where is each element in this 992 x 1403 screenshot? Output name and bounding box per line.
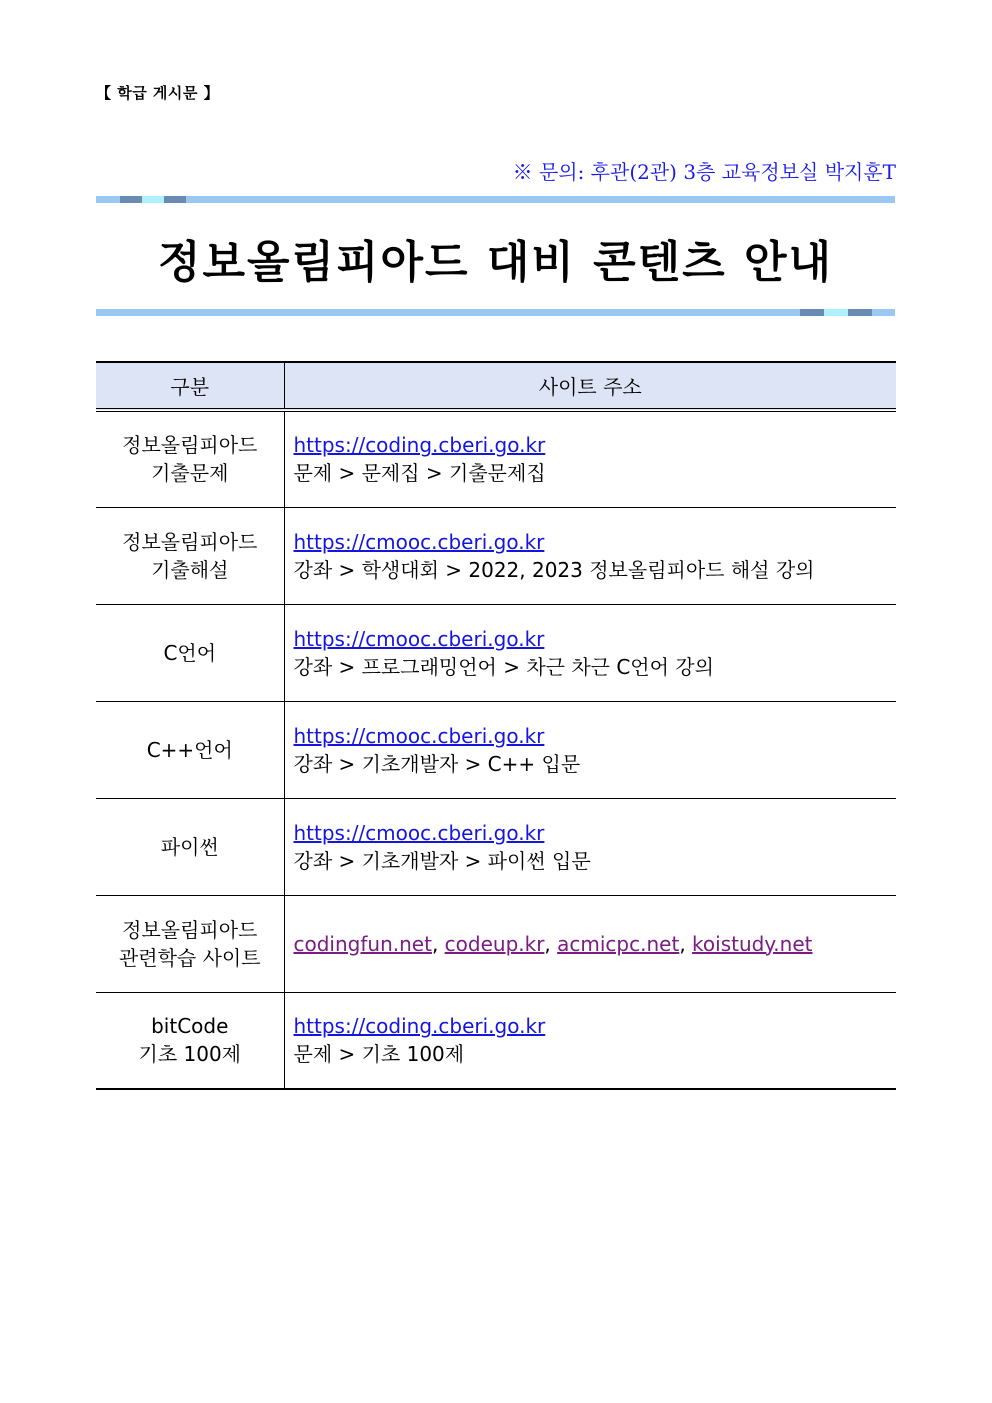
study-site-link[interactable]: koistudy.net <box>692 931 813 956</box>
band-segment <box>164 196 186 203</box>
site-url-link[interactable]: https://cmooc.cberi.go.kr <box>293 820 545 845</box>
category-line: 정보올림피아드 <box>122 529 258 554</box>
category-line: 기출문제 <box>151 461 229 486</box>
table-row <box>96 604 896 701</box>
menu-path: 강좌 > 프로그래밍언어 > 차근 차근 C언어 강의 <box>293 654 714 679</box>
site-url-link[interactable]: https://coding.cberi.go.kr <box>293 1014 546 1039</box>
category-cell <box>96 992 284 1089</box>
site-url-link[interactable]: https://cmooc.cberi.go.kr <box>293 626 545 651</box>
category-line: C언어 <box>163 640 217 665</box>
site-cell <box>284 895 896 992</box>
site-url-link[interactable]: https://cmooc.cberi.go.kr <box>293 723 545 748</box>
table-row <box>96 410 896 507</box>
contact-info: ※ 문의: 후관(2관) 3층 교육정보실 박지훈T <box>512 160 896 184</box>
table-row <box>96 701 896 798</box>
site-cell <box>284 992 896 1089</box>
category-cell <box>96 604 284 701</box>
category-cell <box>96 798 284 895</box>
bulletin-tag: 【 학급 게시문 】 <box>96 84 220 102</box>
category-line: bitCode <box>151 1014 229 1039</box>
table-header-row <box>96 362 896 410</box>
menu-path: 강좌 > 기초개발자 > 파이썬 입문 <box>293 848 591 873</box>
link-separator: , <box>431 931 445 956</box>
table-row <box>96 992 896 1089</box>
site-url-link[interactable]: https://coding.cberi.go.kr <box>293 433 546 458</box>
link-separator: , <box>544 931 558 956</box>
top-decor-band <box>96 196 895 203</box>
header-category: 구분 <box>96 362 284 410</box>
study-site-link[interactable]: acmicpc.net <box>557 931 680 956</box>
content-table <box>96 361 896 1090</box>
table-row <box>96 507 896 604</box>
category-line: 기초 100제 <box>138 1042 241 1067</box>
band-segment <box>120 196 142 203</box>
link-separator: , <box>679 931 693 956</box>
category-line: 정보올림피아드 <box>122 433 258 458</box>
category-line: 파이썬 <box>160 834 219 859</box>
table-row <box>96 895 896 992</box>
menu-path: 강좌 > 기초개발자 > C++ 입문 <box>293 751 581 776</box>
band-segment <box>824 309 848 316</box>
category-cell <box>96 895 284 992</box>
menu-path: 문제 > 기초 100제 <box>293 1042 465 1067</box>
category-cell <box>96 410 284 507</box>
category-cell <box>96 507 284 604</box>
category-line: 관련학습 사이트 <box>118 945 261 970</box>
site-cell <box>284 701 896 798</box>
page-title: 정보올림피아드 대비 콘텐츠 안내 <box>157 237 833 288</box>
site-cell <box>284 798 896 895</box>
bottom-decor-band <box>96 309 895 316</box>
category-line: C++언어 <box>146 737 233 762</box>
band-segment <box>800 309 824 316</box>
table-row <box>96 798 896 895</box>
category-line: 기출해설 <box>151 557 229 582</box>
study-site-link[interactable]: codeup.kr <box>444 931 545 956</box>
band-segment <box>142 196 164 203</box>
category-cell <box>96 701 284 798</box>
header-site: 사이트 주소 <box>284 362 896 410</box>
site-cell <box>284 604 896 701</box>
menu-path: 문제 > 문제집 > 기출문제집 <box>293 461 546 486</box>
site-url-link[interactable]: https://cmooc.cberi.go.kr <box>293 529 545 554</box>
site-cell <box>284 410 896 507</box>
site-cell <box>284 507 896 604</box>
category-line: 정보올림피아드 <box>122 917 258 942</box>
study-site-link[interactable]: codingfun.net <box>293 931 432 956</box>
menu-path: 강좌 > 학생대회 > 2022, 2023 정보올림피아드 해설 강의 <box>293 557 815 582</box>
band-segment <box>848 309 872 316</box>
